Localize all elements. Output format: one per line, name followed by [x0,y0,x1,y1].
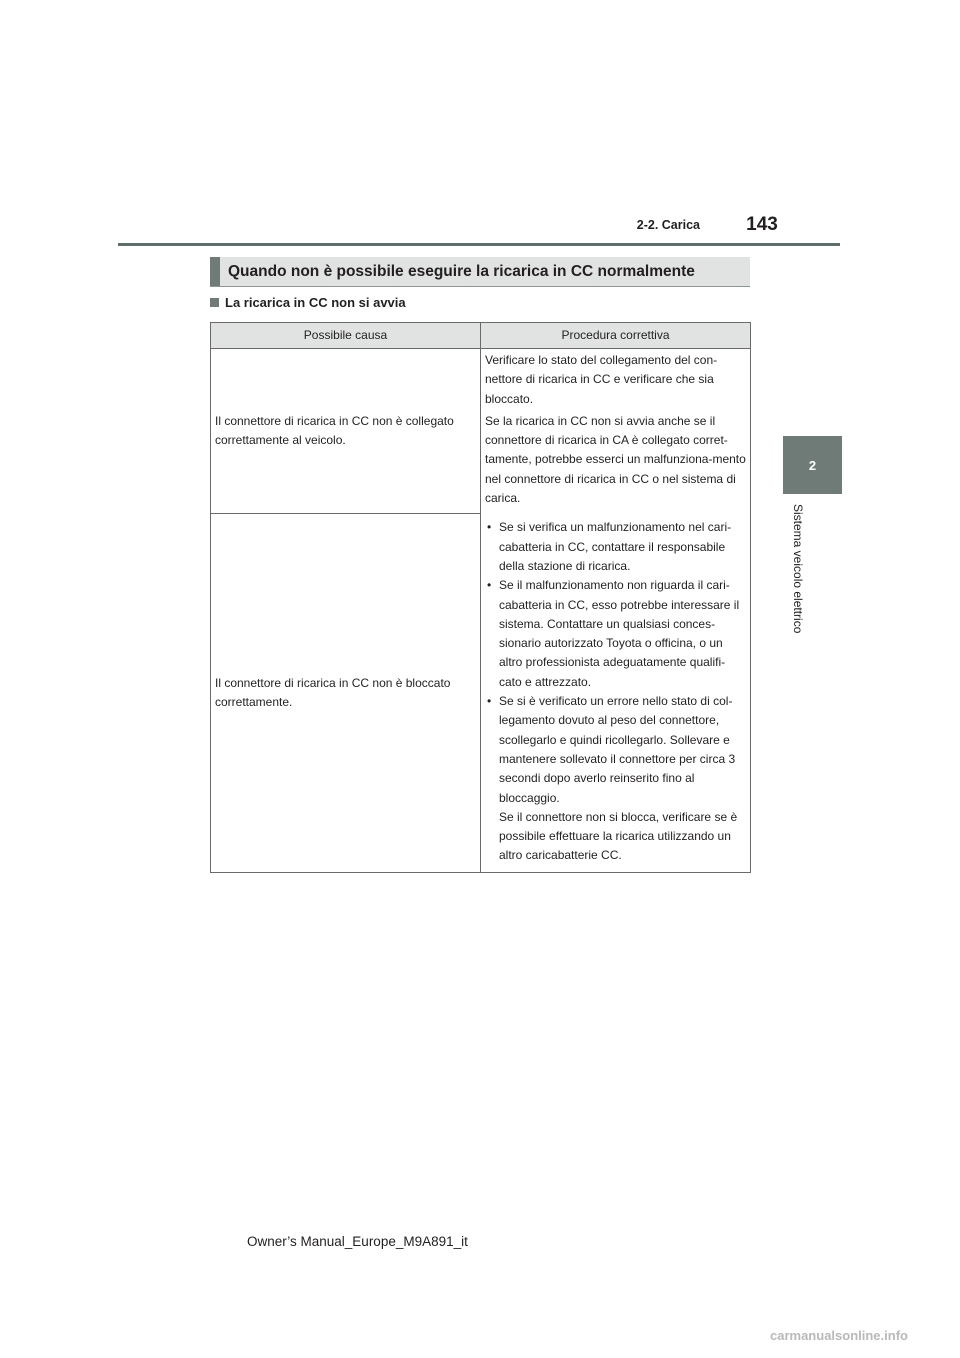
column-header-action: Procedura correttiva [481,323,751,349]
heading-accent-bar [210,257,220,286]
page-number: 143 [746,214,778,235]
list-item-note: Se il connettore non si blocca, verificare se è possibile effettuare la ricarica utilizzando un altro caricabatterie CC. [499,809,738,863]
cause-cell: Il connettore di ricarica in CC non è bloccato correttamente. [211,514,481,873]
chapter-title: Sistema veicolo elettrico [791,504,805,634]
table-row [211,349,751,514]
chapter-tab [783,436,842,494]
running-header-section: 2-2. Carica [636,218,700,232]
subheading [210,295,406,310]
chapter-side-label [783,504,813,654]
header-divider [118,243,840,246]
watermark: carmanualsonline.info [770,1328,908,1343]
table-header-row [211,323,751,349]
list-item: • Se il malfunzionamento non riguarda il cari-cabatteria in CC, esso potrebbe interessare il sistema. Contattare un qualsiasi conces-sionario autorizzato Toyota o officina, o un altro professionista adeguatamente qualifi-cato e attrezzato. [485,576,746,692]
list-item-text: Se si è verificato un errore nello stato di col-legamento dovuto al peso del connettore, scollegarlo e quindi ricollegarlo. Sollevare e mantenere sollevato il connettore per circa 3 secondi dopo averlo reinserito fino al bloccaggio. [499,694,736,805]
section-heading [210,257,750,287]
troubleshooting-table [210,322,751,873]
subheading-text: La ricarica in CC non si avvia [225,295,406,310]
footer-manual-id: Owner’s Manual_Europe_M9A891_it [247,1234,468,1249]
square-bullet-icon [210,298,219,307]
action-paragraph: Se la ricarica in CC non si avvia anche se il connettore di ricarica in CA è collegato corret-tamente, potrebbe esserci un malfunziona-mento nel connettore di ricarica in CC o nel sistema di carica. [485,413,746,506]
action-paragraph: Verificare lo stato del collegamento del con-nettore di ricarica in CC e verificare che sia bloccato. [485,353,718,406]
action-content [485,351,746,866]
action-cell [481,349,751,873]
list-item [485,692,746,866]
chapter-number: 2 [808,457,817,473]
cause-cell: Il connettore di ricarica in CC non è collegato correttamente al veicolo. [211,349,481,514]
section-title: Quando non è possibile eseguire la ricarica in CC normalmente [228,262,695,280]
action-bullet-list [485,518,746,865]
column-header-cause: Possibile causa [211,323,481,349]
list-item: • Se si verifica un malfunzionamento nel cari-cabatteria in CC, contattare il responsabile della stazione di ricarica. [485,518,746,576]
